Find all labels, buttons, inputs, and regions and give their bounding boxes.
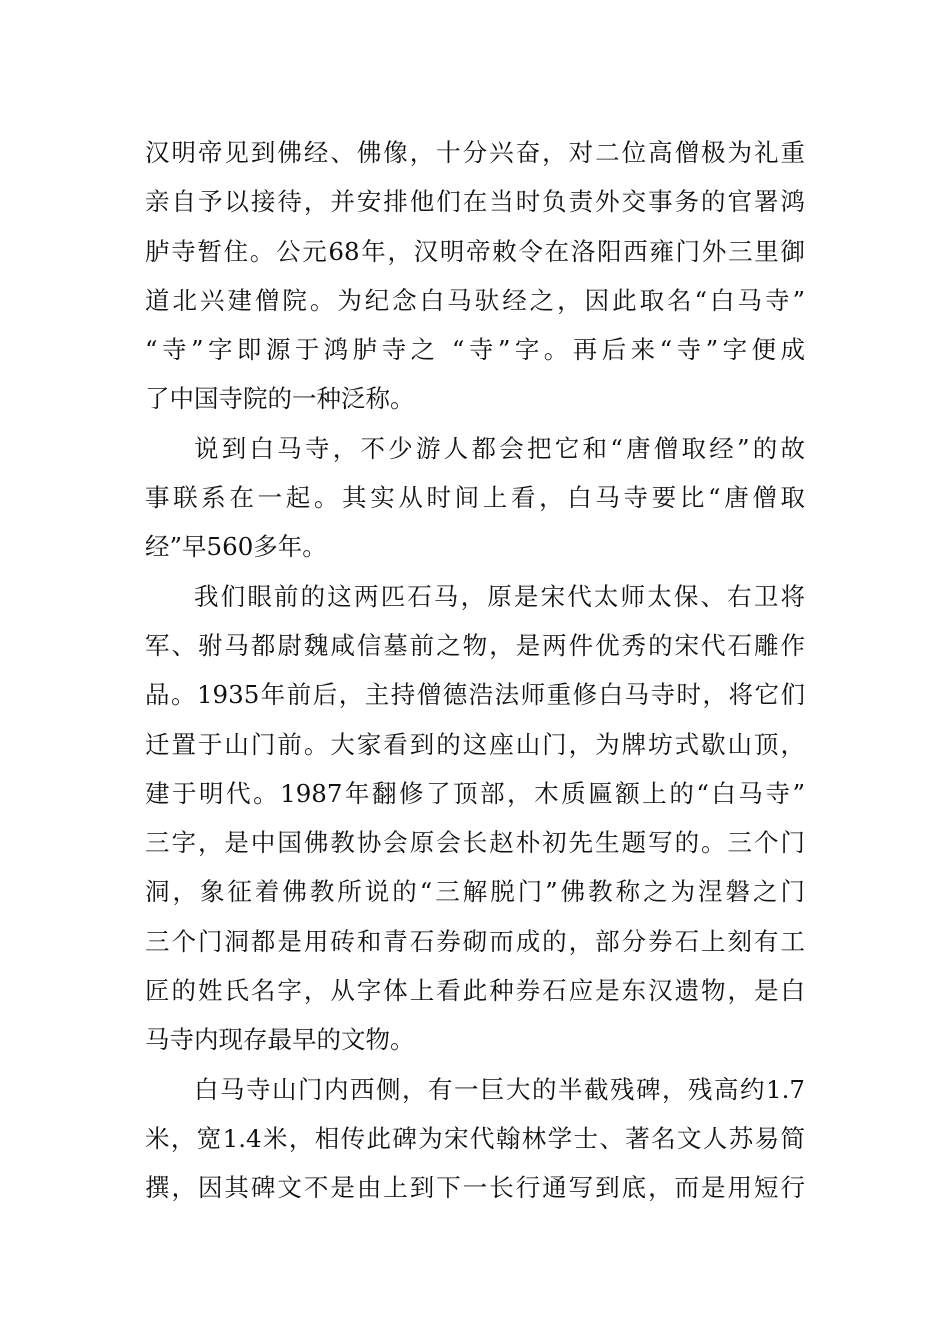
text-line: 匠的姓氏名字，从字体上看此种券石应是东汉遗物，是白 [145,976,805,1006]
text-line: 米，宽1.4米，相传此碑为宋代翰林学士、著名文人苏易简 [145,1123,805,1153]
document-body [145,128,805,1213]
text-line: 亲自予以接待，并安排他们在当时负责外交事务的官署鸿 [145,187,805,217]
paragraph-1 [145,128,805,424]
paragraph-4 [145,1065,805,1213]
text-line: 我们眼前的这两匹石马，原是宋代太师太保、右卫将 [194,581,805,611]
text-line: 品。1935年前后，主持僧德浩法师重修白马寺时，将它们 [145,680,805,710]
text-line: 经”早560多年。 [145,532,327,562]
text-line: 胪寺暂住。公元68年，汉明帝敕令在洛阳西雍门外三里御 [145,236,805,266]
text-line: “寺”字即源于鸿胪寺之 “寺”字。再后来“寺”字便成 [145,335,805,365]
paragraph-3 [145,572,805,1065]
text-line: 撰，因其碑文不是由上到下一长行通写到底，而是用短行 [145,1173,805,1203]
text-line: 事联系在一起。其实从时间上看，白马寺要比“唐僧取 [145,483,805,513]
text-line: 洞，象征着佛教所说的“三解脱门”佛教称之为涅磐之门 [145,877,805,907]
text-line: 说到白马寺，不少游人都会把它和“唐僧取经”的故 [194,433,805,463]
text-line: 迁置于山门前。大家看到的这座山门，为牌坊式歇山顶， [145,729,805,759]
text-line: 汉明帝见到佛经、佛像，十分兴奋，对二位高僧极为礼重 [145,138,805,167]
text-line: 白马寺山门内西侧，有一巨大的半截残碑，残高约1.7 [194,1074,805,1104]
text-line: 建于明代。1987年翻修了顶部，木质匾额上的“白马寺” [145,778,805,808]
text-line: 军、驸马都尉魏咸信墓前之物，是两件优秀的宋代石雕作 [145,630,805,660]
text-line: 了中国寺院的一种泛称。 [145,384,415,414]
text-line: 道北兴建僧院。为纪念白马驮经之，因此取名“白马寺” [145,285,805,315]
paragraph-2 [145,424,805,572]
text-line: 三字，是中国佛教协会原会长赵朴初先生题写的。三个门 [145,828,805,858]
text-line: 三个门洞都是用砖和青石券砌而成的，部分券石上刻有工 [145,926,805,956]
text-line: 马寺内现存最早的文物。 [145,1025,415,1055]
